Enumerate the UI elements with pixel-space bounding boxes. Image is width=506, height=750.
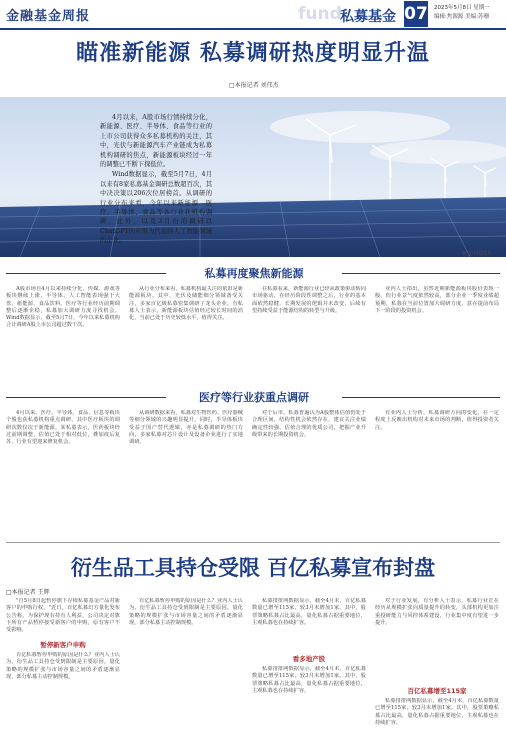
kicker-2: 看多地产股 bbox=[292, 655, 326, 663]
issue-date: 2023年5月8日 星期一 bbox=[434, 5, 490, 11]
story1-lead bbox=[100, 113, 212, 247]
kicker-3: 百亿私募增至115家 bbox=[407, 687, 467, 695]
subhead-rule bbox=[6, 397, 166, 398]
article-column: 对于行业发展，有分析人士表示，私募行业正在经历从规模扩张向质量提升的转变，头部机构更加注重投研能力与风控体系建设，行业集中度有望进一步提升。 bbox=[375, 598, 499, 626]
masthead-info bbox=[434, 4, 490, 22]
article-column: "自5月8日起暂停旗下存续私募基金产品对新客户的申购行权。"近日，百亿私募幻方量化发布公告称，为保护现有持有人利益，公司决定对旗下所有产品暂停接受新客户的申购，原有客户不受影响。 bbox=[6, 598, 120, 634]
subhead-1: 私募再度聚焦新能源 bbox=[204, 267, 304, 280]
story1-byline: □本报记者 刘伟杰 bbox=[229, 82, 279, 89]
story2-byline: □本报记者 王辉 bbox=[6, 589, 50, 596]
masthead-rule bbox=[0, 28, 506, 30]
story1-headline: 瞄准新能源 私募调研热度明显升温 bbox=[76, 41, 430, 66]
section-divider bbox=[6, 542, 500, 543]
article-column: 业内人士指出，虽然近期新能源板块股价表现一般，但行业景气度依然较高，部分企业一季度业绩超预期，私募在当前位置加大调研力度，意在提前布局下一阶段的投资机会。 bbox=[375, 286, 499, 314]
paper-name: 金融基金周报 bbox=[6, 9, 91, 24]
article-column: 有业内人士分析，私募调研方向的变化，在一定程度上反映出机构对未来市场的判断，值得投资者关注。 bbox=[375, 410, 499, 431]
subhead-2: 医疗等行业获重点调研 bbox=[199, 391, 309, 404]
section-title: 私募基金 bbox=[340, 9, 396, 25]
editor-credit: 编辑:焦源源 美编:苏珊 bbox=[434, 14, 489, 20]
story2-headline: 衍生品工具持仓受限 百亿私募宣布封盘 bbox=[70, 556, 436, 580]
article-column: 对于后市，私募普遍认为A股整体估值仍处于合理区间，结构性机会依然存在，建议关注业绩确定性较强、估值合理的优质公司，把握产业升级带来的长期投资机会。 bbox=[252, 410, 366, 438]
photo-caption: 视觉中国图片 bbox=[462, 251, 493, 257]
article-column: 4月以来，医疗、半导体、食品、信息等板块个股也获私募机构重点调研，其中医疗板块的调研次数仅次于新能源。某私募表示，医药板块经过前期调整，估值已处于相对低位，叠加疫后复苏，行业有望迎来修复机会。 bbox=[6, 410, 120, 446]
lead-paragraph: Wind数据显示，截至5月7日，4月以来有8家私募基金调研总数超百次，其中决决策以206次位居榜首。从调研的行业分布来看，今年以来新能源、医疗、半导体、食品等各行业获机构调研，此外，以及3月份的调研以ChatGPT的应用为代表的人工智能领域的企业。 bbox=[100, 171, 212, 245]
subhead-rule bbox=[342, 397, 500, 398]
fund-watermark: fund bbox=[298, 4, 342, 24]
article-column: 在私募看来，新能源行业已经从政策驱动转向市场驱动，在经历阶段性调整之后，行业的基本面依然稳健，长期发展的逻辑并未改变，后续有望持续受益于能源结构的转型与升级。 bbox=[252, 286, 366, 314]
article-column: A股市场自4月以来持续分化，传媒、游戏等板块继续上涨，半导体、人工智能表现强于大盘，新能源、食品饮料、医疗等行业经历前期调整后逐渐企稳，私募加大调研力度寻找机会。Wind数据显示，截至5月7日，今年以来私募机构合计调研A股上市公司超过数千次。 bbox=[6, 286, 120, 329]
article-column: 百亿私募暂停申购的原因是什么？业内人士认为，衍生品工具持仓受到限制是主要原因。量化策略的规模扩张与市场容量之间的矛盾逐渐显现，部分私募主动控制规模。 bbox=[129, 598, 243, 626]
article-column: 百亿私募暂停申购的原因是什么？业内人士认为，衍生品工具持仓受到限制是主要原因。量化策略的规模扩张与市场容量之间的矛盾逐渐显现，部分私募主动控制规模。 bbox=[6, 652, 120, 680]
wind-turbine-illustration bbox=[0, 97, 506, 257]
article-column: 从调研数据来看，私募对生物医药、医疗器械等细分领域的兴趣明显提升。同时，半导体板块受益于国产替代逻辑，亦是私募调研的热门方向，多家私募对芯片设计及设备企业进行了实地调研。 bbox=[129, 410, 243, 446]
wind-turbine-photo bbox=[0, 97, 506, 257]
article-column: 私募排排网数据显示，截至4月末，百亿私募数量已增至115家，较3月末增加1家。其中，股票策略私募占比最高，量化私募占据重要地位，主观私募也在持续扩容。 bbox=[252, 666, 366, 694]
subhead-rule bbox=[6, 273, 166, 274]
subhead-rule bbox=[342, 273, 500, 274]
article-column: 私募排排网数据显示，截至4月末，百亿私募数量已增至115家，较3月末增加1家。其中，股票策略私募占比最高，量化私募占据重要地位，主观私募也在持续扩容。 bbox=[252, 598, 366, 626]
kicker-1: 暂停新客户申购 bbox=[40, 641, 86, 649]
lead-paragraph: 4月以来，A股市场行情持续分化，新能源、医疗、半导体、食品等行业的上市公司获得众多私募机构的关注，其中，光伏与新能源汽车产业链成为私募机构调研的焦点，新能源板块经过一年的调整已不断下探低位。 bbox=[100, 114, 212, 169]
article-column: 从行业分布来看，私募机构最关注的依旧是新能源板块。其中，光伏及储能细分领域备受关注，多家百亿级私募密集调研了龙头企业。有私募人士表示，新能源板块估值经过较长时间的消化，当前已处于历史较低水平，值得关注。 bbox=[129, 286, 243, 322]
masthead bbox=[0, 0, 506, 28]
article-column: 私募排排网数据显示，截至4月末，百亿私募数量已增至115家，较3月末增加1家。其中，股票策略私募占比最高，量化私募占据重要地位，主观私募也在持续扩容。 bbox=[375, 698, 499, 726]
page-number: 07 bbox=[404, 1, 428, 27]
